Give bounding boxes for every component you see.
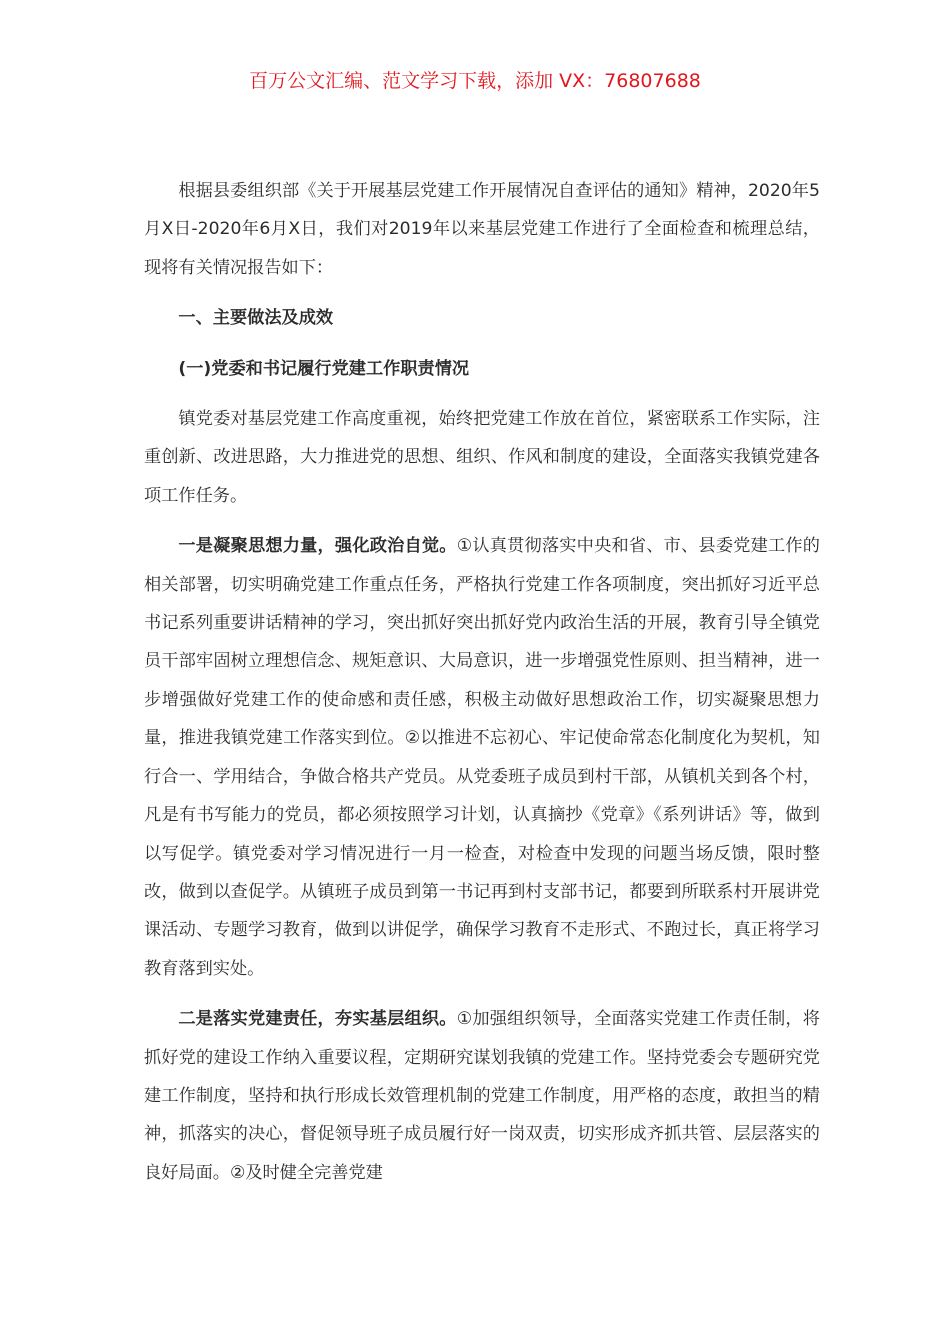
point-2-body: ①加强组织领导，全面落实党建工作责任制，将抓好党的建设工作纳入重要议程，定期研究谋划我镇的党建工作。坚持党委会专题研究党建工作制度，坚持和执行形成长效管理机制的党建工作制度，用严格的态度，敢担当的精神，抓落实的决心，督促领导班子成员履行好一岗双责，切实形成齐抓共管、层层落实的良好局面。②及时健全完善党建 (144, 1009, 820, 1183)
point-2-lead: 二是落实党建责任，夯实基层组织。 (178, 1009, 457, 1030)
subsection-1-body: 镇党委对基层党建工作高度重视，始终把党建工作放在首位，紧密联系工作实际，注重创新、改进思路，大力推进党的思想、组织、作风和制度的建设，全面落实我镇党建各项工作任务。 (144, 409, 820, 506)
section-1-title: 一、主要做法及成效 (178, 308, 334, 329)
document-body (144, 172, 820, 1192)
point-1-paragraph (144, 527, 820, 988)
point-1-lead: 一是凝聚思想力量，强化政治自觉。 (178, 536, 457, 557)
intro-paragraph: 根据县委组织部《关于开展基层党建工作开展情况自查评估的通知》精神，2020年5月X日-2020年6月X日，我们对2019年以来基层党建工作进行了全面检查和梳理总结，现将有关情况报告如下： (144, 181, 820, 278)
subsection-1-title: (一)党委和书记履行党建工作职责情况 (178, 358, 470, 379)
point-1-body: ①认真贯彻落实中央和省、市、县委党建工作的相关部署，切实明确党建工作重点任务，严格执行党建工作各项制度，突出抓好习近平总书记系列重要讲话精神的学习，突出抓好突出抓好党内政治生活的开展，教育引导全镇党员干部牢固树立理想信念、规矩意识、大局意识，进一步增强党性原则、担当精神，进一步增强做好党建工作的使命感和责任感，积极主动做好思想政治工作，切实凝聚思想力量，推进我镇党建工作落实到位。②以推进不忘初心、牢记使命常态化制度化为契机，知行合一、学用结合，争做合格共产党员。从党委班子成员到村干部，从镇机关到各个村，凡是有书写能力的党员，都必须按照学习计划，认真摘抄《党章》《系列讲话》等，做到以写促学。镇党委对学习情况进行一月一检查，对检查中发现的问题当场反馈，限时整改，做到以查促学。从镇班子成员到第一书记再到村支部书记，都要到所联系村开展讲党课活动、专题学习教育，做到以讲促学，确保学习教育不走形式、不跑过长，真正将学习教育落到实处。 (144, 536, 820, 979)
point-2-paragraph (144, 1000, 820, 1192)
watermark-header: 百万公文汇编、范文学习下载，添加 VX：76807688 (249, 70, 701, 92)
